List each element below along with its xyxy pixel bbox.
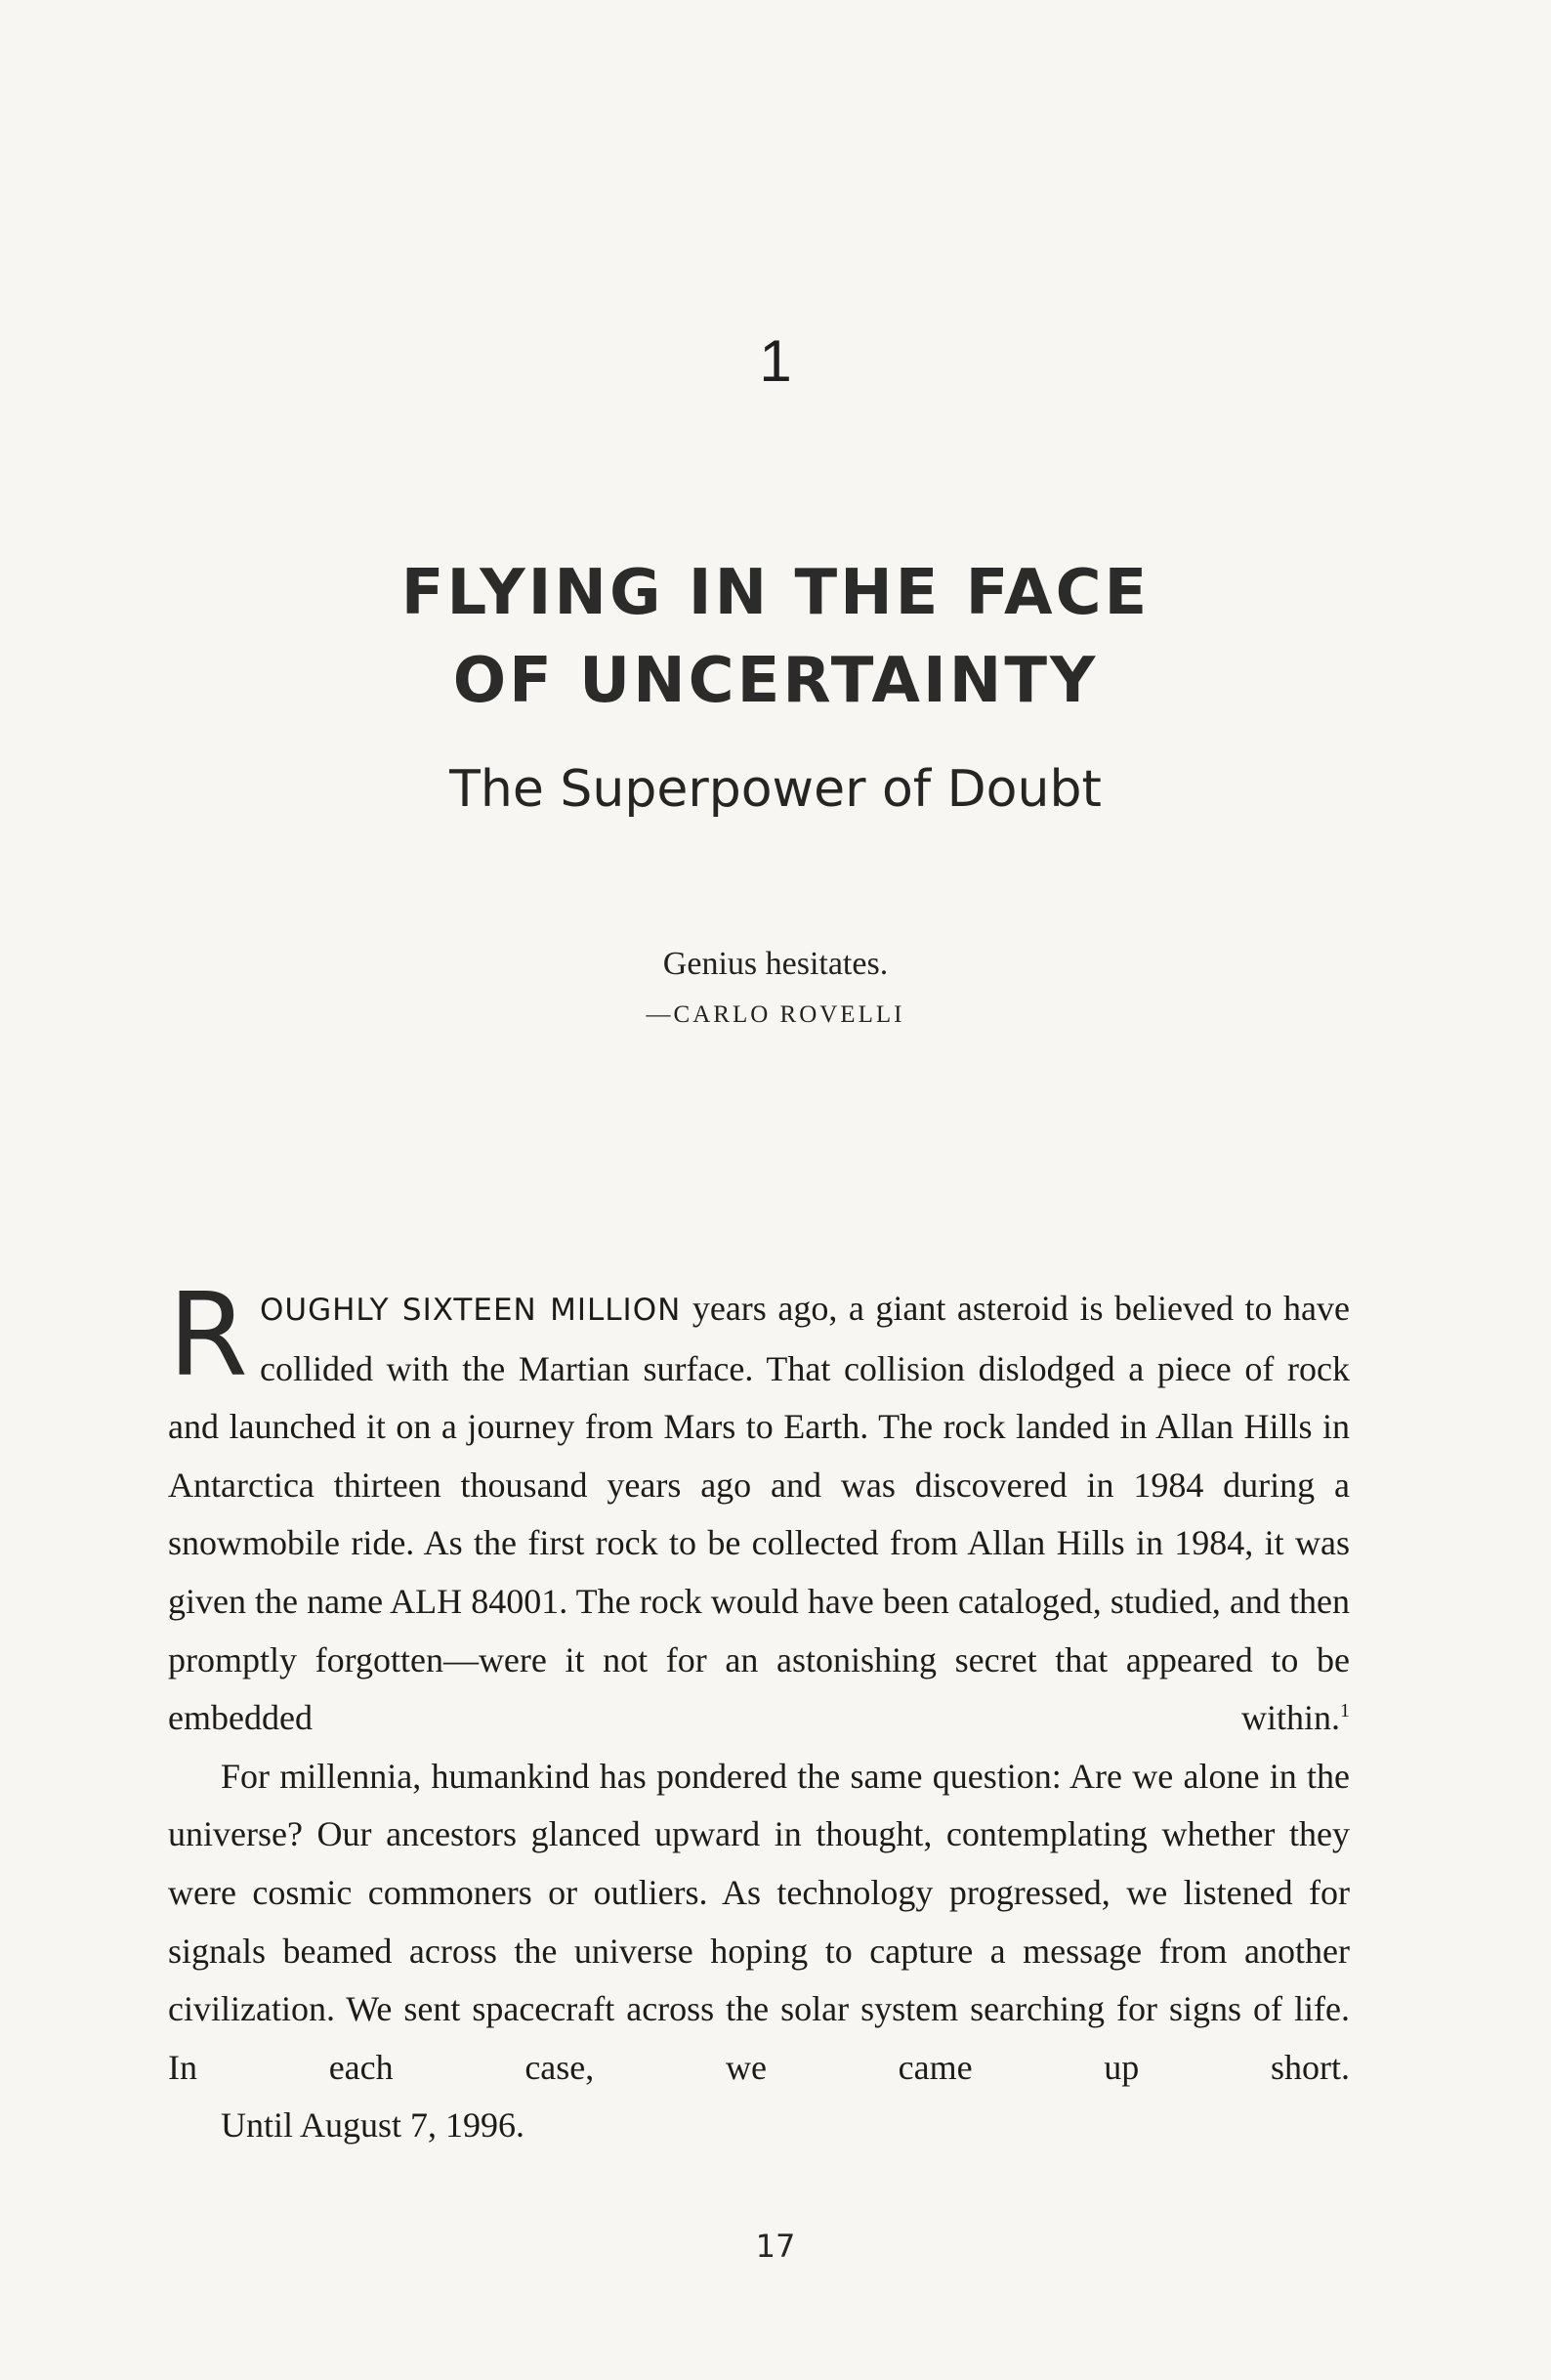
- epigraph: [0, 948, 1551, 1027]
- chapter-title-line-2: OF UNCERTAINTY: [452, 645, 1099, 717]
- body-paragraph-2: For millennia, humankind has pondered the same question: Are we alone in the universe? Our ancestors glanced upward in thought, contemplating whether they were cosmic commoners or outliers. As technology progressed, we listened for signals beamed across the universe hoping to capture a message from another civilization. We sent spacecraft across the solar system searching for signs of life. In each case, we came up short.: [168, 1756, 1350, 2087]
- chapter-title-line-1: FLYING IN THE FACE: [400, 557, 1151, 629]
- lead-in-small-caps: OUGHLY SIXTEEN MILLION: [260, 1293, 682, 1328]
- body-paragraph-1: [168, 1267, 1350, 1748]
- page-number: 17: [755, 2228, 796, 2265]
- body-text: [168, 1267, 1350, 2155]
- chapter-number: 1: [759, 328, 792, 394]
- drop-cap: R: [168, 1267, 248, 1402]
- footnote-reference[interactable]: 1: [1340, 1700, 1350, 1722]
- chapter-title: [0, 549, 1551, 725]
- body-paragraph-3: Until August 7, 1996.: [221, 2105, 525, 2146]
- chapter-subtitle: The Superpower of Doubt: [449, 760, 1102, 819]
- epigraph-attribution: —CARLO ROVELLI: [646, 1001, 905, 1028]
- paragraph-1-text: years ago, a giant asteroid is believed to have collided with the Martian surface. That collision dislodged a piece of rock and launched it on a journey from Mars to Earth. The rock landed in Allan Hills in Antarctica thirteen thousand years ago and was discovered in 1984 during a snowmobile ride. As the first rock to be collected from Allan Hills in 1984, it was given the name ALH 84001. The rock would have been cataloged, studied, and then promptly forgotten—were it not for an astonishing secret that appeared to be embedded within.: [168, 1289, 1350, 1738]
- epigraph-quote: Genius hesitates.: [662, 946, 889, 982]
